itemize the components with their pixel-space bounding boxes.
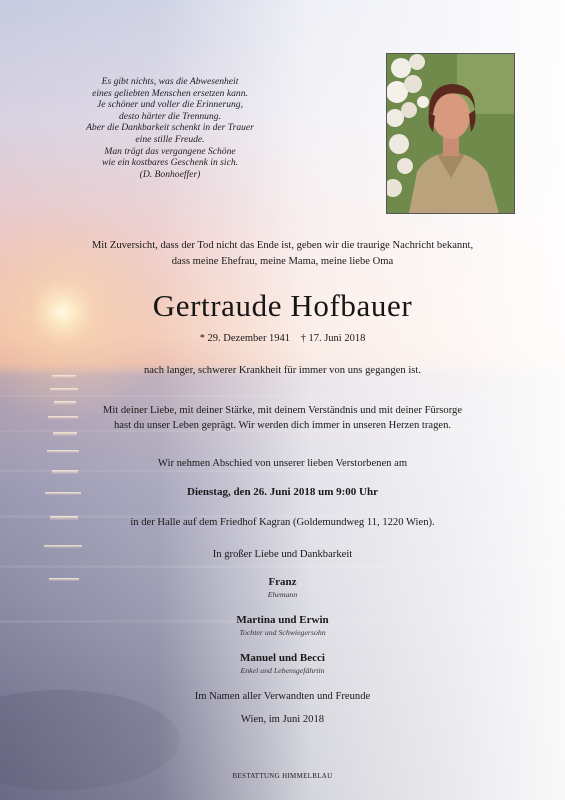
tribute-line-1: Mit deiner Liebe, mit deiner Stärke, mit deinem Verständnis und mit deiner Fürsorge [102,405,463,416]
farewell-intro: Wir nehmen Abschied von unserer lieben Verstorbenen am [157,458,408,469]
portrait-illustration [387,54,514,213]
mourner-name: Franz [268,576,297,588]
quote-line: Aber die Dankbarkeit schenkt in der Trauer [86,122,254,134]
mourner-name: Martina und Erwin [236,614,329,626]
quote-line: Man trägt das vergangene Schöne [104,145,236,157]
place-date: Wien, im Juni 2018 [240,714,325,725]
birth-date: * 29. Dezember 1941 [199,333,291,344]
quote-line: Je schöner und voller die Erinnerung, [96,99,243,111]
portrait-photo [386,53,515,214]
closing-text: In großer Liebe und Dankbarkeit [212,549,353,560]
tribute-line-2: hast du unser Leben geprägt. Wir werden dich immer in unseren Herzen tragen. [113,420,452,431]
quote-line: eines geliebten Menschen ersetzen kann. [92,87,248,99]
deceased-name: Gertraude Hofbauer [152,288,413,323]
farewell-date: Dienstag, den 26. Juni 2018 um 9:00 Uhr [187,486,378,498]
mourner-relation: Ehemann [267,590,298,599]
farewell-location: in der Halle auf dem Friedhof Kagran (Goldemundweg 11, 1220 Wien). [130,517,435,528]
intro-line-2: dass meine Ehefrau, meine Mama, meine liebe Oma [171,256,394,267]
mourner-name: Manuel und Becci [240,652,325,664]
death-date: † 17. Juni 2018 [300,333,366,344]
mourner-relation: Tochter und Schwiegersohn [239,628,326,637]
relatives-text: Im Namen aller Verwandten und Freunde [194,691,371,702]
quote-line: wie ein kostbares Geschenk in sich. [101,157,239,169]
quote-author: (D. Bonhoeffer) [139,168,201,180]
quote-line: desto härter die Trennung. [119,110,221,122]
passing-text: nach langer, schwerer Krankheit für immer von uns gegangen ist. [144,365,421,376]
quote-block [40,76,300,180]
mourner-relation: Enkel und Lebensgefährtin [240,666,325,675]
quote-line: eine stille Freude. [135,133,205,145]
life-dates [0,331,565,346]
intro-line-1: Mit Zuversicht, dass der Tod nicht das Ende ist, geben wir die traurige Nachricht bekannt, [91,240,474,251]
funeral-home-footer: BESTATTUNG HIMMELBLAU [232,772,333,780]
quote-line: Es gibt nichts, was die Abwesenheit [101,76,239,87]
